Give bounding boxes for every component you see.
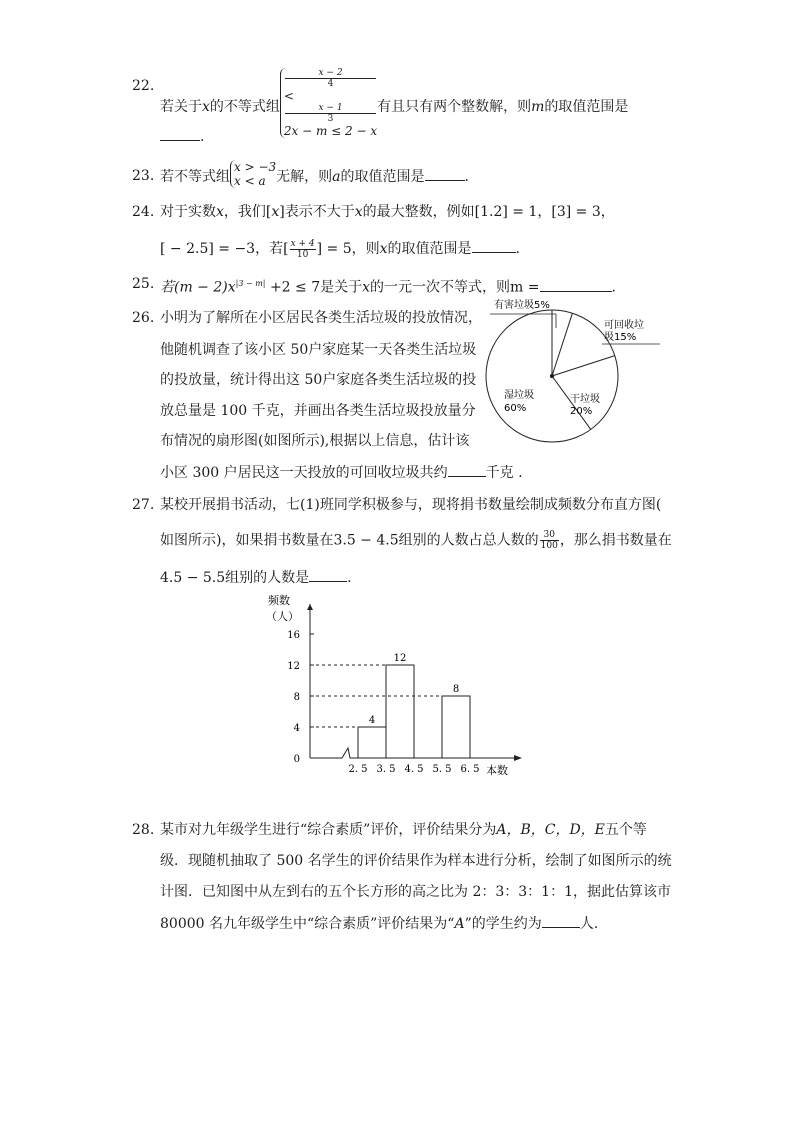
x-tick-label: 2. 5 (348, 764, 368, 775)
histogram-bar (386, 665, 414, 758)
bar-value-label: 8 (452, 684, 460, 695)
answer-blank[interactable] (425, 166, 465, 181)
pie-label-recycle-pct: 圾15% (604, 332, 637, 343)
histogram (262, 590, 532, 785)
x-axis-label: 本数 (486, 764, 508, 777)
y-tick-label: 8 (293, 692, 300, 703)
x-axis-arrow (514, 755, 522, 761)
y-axis-arrow (307, 604, 313, 610)
x-tick-label: 3. 5 (376, 764, 396, 775)
y-axis-label: 频数 (268, 594, 290, 607)
answer-blank[interactable] (160, 126, 200, 141)
y-tick-label: 12 (287, 661, 300, 672)
answer-blank[interactable] (448, 462, 486, 477)
bar-value-label: 12 (393, 653, 407, 664)
pie-chart (480, 292, 670, 462)
bar-value-label: 4 (368, 715, 376, 726)
y-tick-label: 16 (287, 630, 300, 641)
answer-blank[interactable] (542, 913, 580, 928)
pie-label-hazard: 有害垃圾5% (494, 300, 550, 311)
pie-label-wet-pct: 60% (504, 403, 527, 414)
pie-label-dry: 干垃圾 (570, 394, 600, 405)
inequality-system: x − 2 4 < x − 1 3 2x − m ≤ 2 − x (280, 68, 377, 138)
pie-divider-dry-start (552, 356, 615, 376)
pie-label-recycle: 可回收垃 (604, 320, 644, 331)
histogram-bar (358, 727, 386, 758)
histogram-bar (442, 696, 470, 758)
pie-label-dry-pct: 20% (570, 406, 593, 417)
pie-divider-recycle-start (552, 313, 572, 376)
x-tick-label: 4. 5 (404, 764, 424, 775)
answer-blank[interactable] (540, 277, 612, 292)
pie-center (550, 374, 554, 378)
y-axis-unit: （人） (266, 610, 299, 623)
inequality-system: x > −3 x < a (230, 160, 276, 188)
y-tick-label: 0 (293, 754, 300, 765)
x-axis (310, 748, 520, 758)
answer-blank[interactable] (472, 238, 516, 253)
answer-blank[interactable] (309, 567, 347, 582)
x-tick-label: 5. 5 (432, 764, 452, 775)
y-tick-label: 4 (293, 723, 300, 734)
question-number: 22. (132, 78, 155, 94)
x-tick-label: 6. 5 (460, 764, 480, 775)
pie-label-wet: 湿垃圾 (504, 390, 534, 401)
